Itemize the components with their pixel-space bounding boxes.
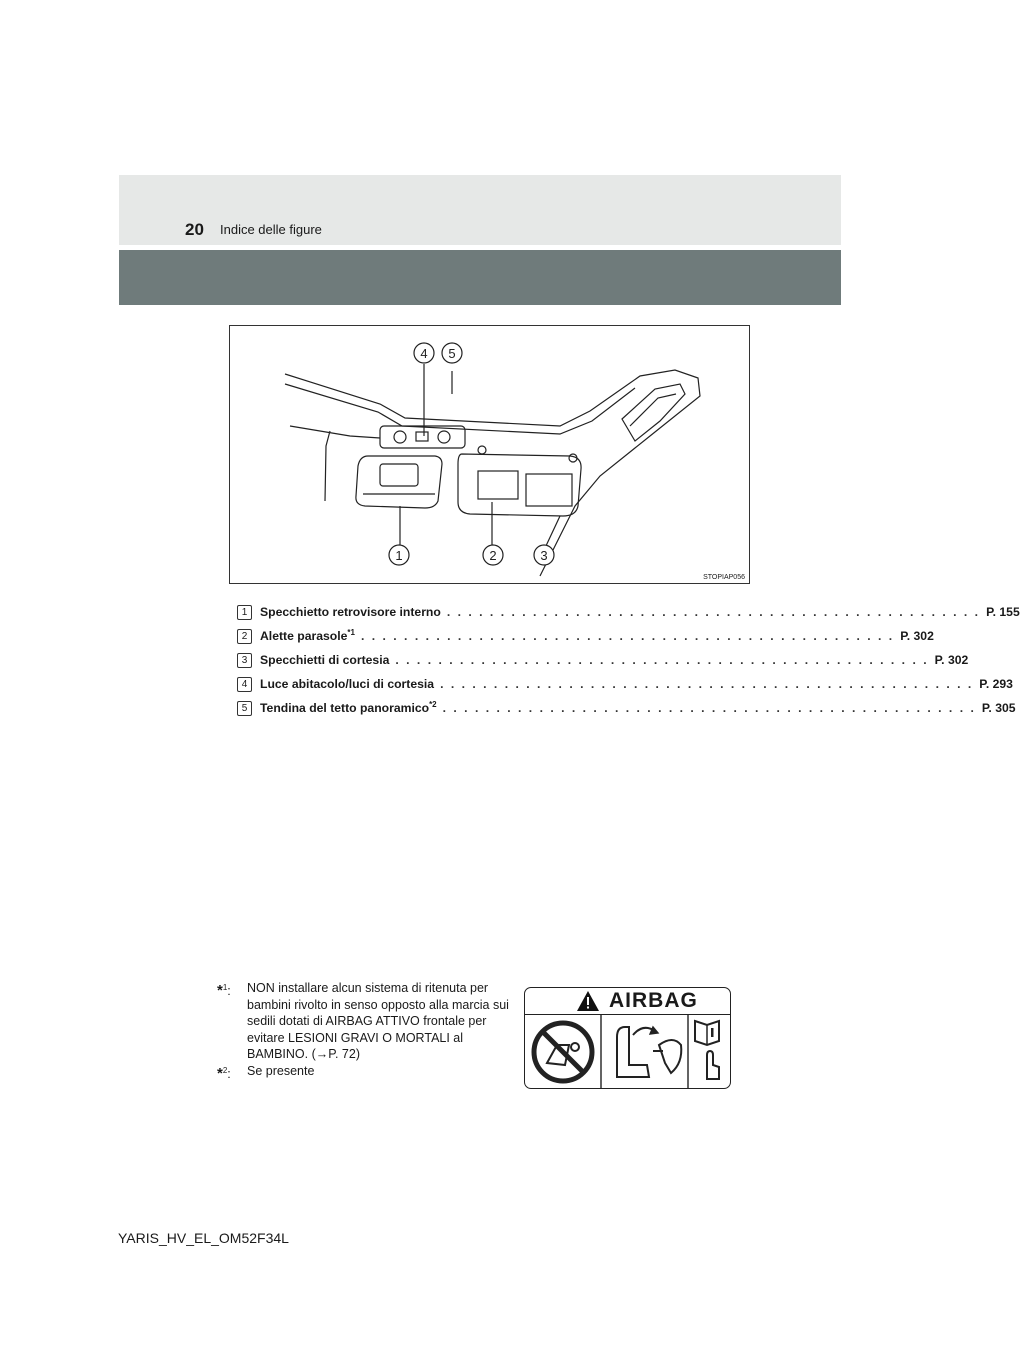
callout-5: 5 bbox=[448, 346, 456, 361]
dot-leader: . . . . . . . . . . . . . . . . . . . . . . . . . . . . . . . . . . . . . . . . . . . . . . . . . . bbox=[360, 629, 895, 643]
dot-leader: . . . . . . . . . . . . . . . . . . . . . . . . . . . . . . . . . . . . . . . . . . . . . . . . . . bbox=[440, 677, 974, 691]
roof-illustration bbox=[230, 326, 749, 583]
footnote-mark: *$^1$: bbox=[217, 982, 231, 1000]
list-item[interactable] bbox=[237, 672, 1013, 696]
page-reference[interactable]: P. 293 bbox=[979, 677, 1013, 691]
item-label: Alette parasole$^{*1}$ bbox=[260, 628, 355, 644]
footnote-ref: *1 bbox=[347, 628, 355, 638]
list-item[interactable] bbox=[237, 600, 1020, 624]
page-reference[interactable]: P. 302 bbox=[900, 629, 934, 643]
dot-leader: . . . . . . . . . . . . . . . . . . . . . . . . . . . . . . . . . . . . . . . . . . . . . . . . . . bbox=[442, 701, 976, 715]
rear-facing-seat-icon bbox=[617, 1027, 681, 1077]
no-child-seat-icon bbox=[534, 1023, 592, 1081]
page-reference[interactable]: P. 155 bbox=[986, 605, 1020, 619]
item-number: 1 bbox=[237, 605, 252, 620]
footnote-text: NON installare alcun sistema di ritenuta per bambini rivolto in senso opposto alla marcia sui sedili dotati di AIRBAG ATTIVO frontale per evitare LESIONI GRAVI O MORTALI al BAMBINO. (→P. 72) bbox=[247, 981, 509, 1061]
footnote-mark: *$^2$: bbox=[217, 1064, 231, 1082]
footnote bbox=[217, 980, 517, 1063]
airbag-pictograms bbox=[525, 1015, 729, 1089]
callout-4: 4 bbox=[420, 346, 428, 361]
page-number: 20 bbox=[185, 220, 204, 239]
callout-2: 2 bbox=[489, 548, 497, 563]
warning-triangle-icon bbox=[575, 989, 601, 1013]
item-label: Specchietto retrovisore interno bbox=[260, 605, 441, 619]
callout-3: 3 bbox=[540, 548, 548, 563]
page-reference[interactable]: P. 302 bbox=[934, 653, 969, 667]
dot-leader: . . . . . . . . . . . . . . . . . . . . . . . . . . . . . . . . . . . . . . . . . . . . . . . . . . bbox=[446, 605, 981, 619]
item-number: 4 bbox=[237, 677, 252, 692]
document-code: YARIS_HV_EL_OM52F34L bbox=[118, 1230, 289, 1246]
section-title: Indice delle figure bbox=[220, 222, 322, 237]
airbag-warning-label bbox=[524, 987, 731, 1089]
page-reference[interactable]: P. 305 bbox=[981, 701, 1016, 715]
list-item[interactable] bbox=[237, 696, 1016, 720]
interior-roof-figure bbox=[229, 325, 750, 584]
dot-leader: . . . . . . . . . . . . . . . . . . . . . . . . . . . . . . . . . . . . . . . . . . . . . . . . . . bbox=[395, 653, 929, 667]
item-number: 2 bbox=[237, 629, 252, 644]
item-number: 3 bbox=[237, 653, 252, 668]
item-label: Specchietti di cortesia bbox=[260, 653, 390, 667]
figure-code: STOPIAP056 bbox=[703, 574, 745, 581]
footnote-text: Se presente bbox=[247, 1063, 315, 1078]
callout-1: 1 bbox=[395, 548, 403, 563]
footnotes bbox=[217, 980, 517, 1082]
list-item[interactable] bbox=[237, 648, 969, 672]
footnote-ref: *2 bbox=[429, 700, 437, 710]
item-label: Tendina del tetto panoramico$^{*2}$ bbox=[260, 700, 437, 716]
airbag-label-header bbox=[525, 988, 730, 1015]
footnote bbox=[217, 1063, 517, 1083]
read-manual-icon bbox=[695, 1021, 719, 1079]
item-list bbox=[237, 600, 1020, 720]
title-band bbox=[119, 250, 841, 305]
airbag-title: AIRBAG bbox=[609, 989, 698, 1012]
item-label: Luce abitacolo/luci di cortesia bbox=[260, 677, 435, 691]
list-item[interactable] bbox=[237, 624, 934, 648]
item-number: 5 bbox=[237, 701, 252, 716]
